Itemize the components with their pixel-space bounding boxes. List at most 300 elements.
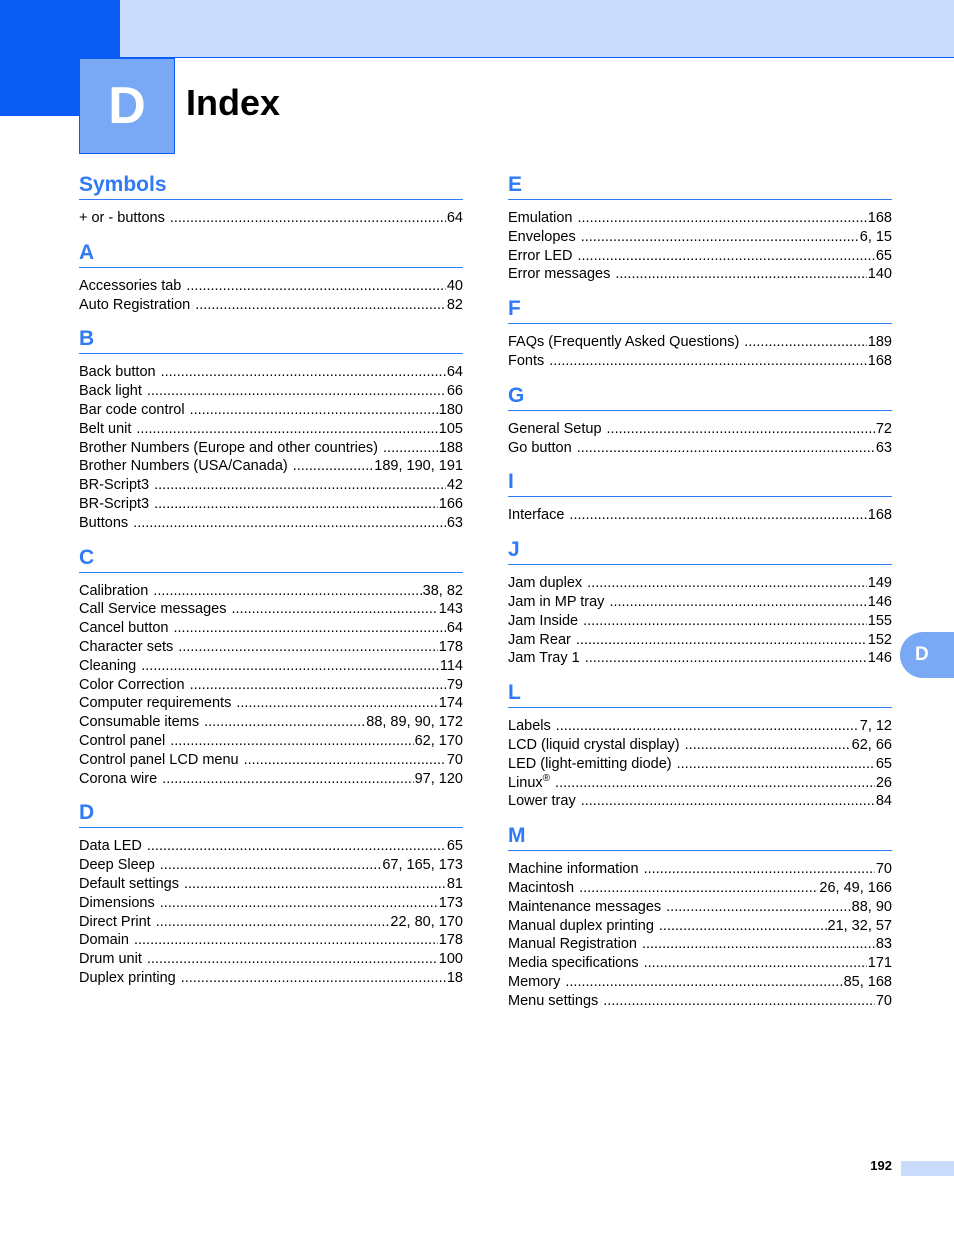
entry-term [508, 917, 659, 936]
index-entry [508, 992, 892, 1011]
dot-leader [615, 265, 866, 284]
dot-leader [581, 228, 859, 247]
dot-leader [585, 649, 867, 668]
index-entry [508, 717, 892, 736]
entry-pages: 168 [867, 352, 892, 369]
index-entry [508, 612, 892, 631]
entry-list [508, 708, 892, 821]
index-entry [79, 969, 463, 988]
chapter-letter-box: D [79, 58, 175, 154]
index-entry [79, 837, 463, 856]
dot-leader [244, 751, 446, 770]
index-entry [79, 600, 463, 619]
entry-term-text: Memory [508, 973, 561, 990]
index-entry [79, 514, 463, 533]
entry-term [79, 638, 178, 657]
dot-leader [154, 476, 446, 495]
entry-pages: 155 [867, 612, 892, 629]
dot-leader [583, 612, 867, 631]
dot-leader [569, 506, 866, 525]
entry-term-text: Jam in MP tray [508, 593, 605, 610]
entry-list [508, 851, 892, 1020]
index-entry [508, 879, 892, 898]
entry-pages: 146 [867, 593, 892, 610]
entry-pages: 26, 49, 166 [819, 879, 892, 896]
entry-pages: 64 [446, 364, 463, 381]
dot-leader [577, 209, 866, 228]
entry-term-text: Data LED [79, 838, 142, 855]
entry-pages: 189, 190, 191 [374, 458, 463, 475]
entry-term-text: Auto Registration [79, 296, 191, 313]
entry-pages: 65 [875, 247, 892, 264]
entry-term-text: Envelopes [508, 228, 576, 245]
dot-leader [677, 755, 875, 774]
dot-leader [147, 837, 446, 856]
entry-term-text: Color Correction [79, 676, 185, 693]
dot-leader [141, 657, 439, 676]
entry-term-text: Error LED [508, 247, 573, 264]
index-section [508, 381, 892, 468]
entry-pages: 18 [446, 969, 463, 986]
entry-pages: 70 [446, 751, 463, 768]
entry-term-text: Duplex printing [79, 969, 176, 986]
index-section [508, 821, 892, 1020]
entry-term [79, 420, 136, 439]
index-entry [508, 973, 892, 992]
index-entry [508, 247, 892, 266]
entry-term-text: Dimensions [79, 894, 155, 911]
entry-term [508, 631, 576, 650]
header-band [120, 0, 954, 58]
entry-pages: 178 [438, 932, 463, 949]
index-entry [79, 856, 463, 875]
entry-list [508, 200, 892, 294]
entry-pages: 82 [446, 296, 463, 313]
entry-pages: 64 [446, 620, 463, 637]
entry-pages: 146 [867, 650, 892, 667]
entry-term-text: Direct Print [79, 913, 151, 930]
entry-term-text: Labels [508, 718, 551, 735]
dot-leader [293, 457, 374, 476]
index-entry [508, 265, 892, 284]
dot-leader [577, 439, 875, 458]
entry-list [79, 573, 463, 799]
entry-term [508, 612, 583, 631]
entry-term [79, 401, 190, 420]
entry-term-text: LED (light-emitting diode) [508, 755, 672, 772]
entry-term [79, 495, 154, 514]
entry-pages: 178 [438, 638, 463, 655]
entry-term-text: Maintenance messages [508, 898, 662, 915]
entry-pages: 62, 170 [414, 732, 463, 749]
entry-term [79, 209, 170, 228]
entry-term-text: Default settings [79, 875, 179, 892]
entry-term [79, 476, 154, 495]
page-title: Index [186, 82, 281, 123]
entry-term-text: Cancel button [79, 620, 169, 637]
dot-leader [161, 363, 446, 382]
entry-pages: 42 [446, 477, 463, 494]
entry-term-text: BR-Script3 [79, 495, 150, 512]
dot-leader [556, 717, 859, 736]
entry-pages: 38, 82 [422, 582, 463, 599]
entry-pages: 171 [867, 955, 892, 972]
entry-term-text: Media specifications [508, 955, 639, 972]
index-entry [508, 333, 892, 352]
index-entry [79, 401, 463, 420]
entry-pages: 81 [446, 875, 463, 892]
entry-term [79, 837, 147, 856]
entry-term [508, 736, 685, 755]
entry-term-text: General Setup [508, 420, 602, 437]
index-entry [508, 352, 892, 371]
entry-pages: 65 [875, 755, 892, 772]
entry-term-text: Accessories tab [79, 277, 182, 294]
entry-term-text: BR-Script3 [79, 477, 150, 494]
dot-leader [173, 619, 445, 638]
entry-term [79, 894, 160, 913]
entry-term [79, 751, 244, 770]
dot-leader [659, 917, 827, 936]
entry-term [508, 992, 603, 1011]
index-entry [508, 774, 892, 793]
entry-term [508, 574, 587, 593]
section-heading: G [508, 381, 892, 411]
index-section [79, 170, 463, 238]
entry-term-text: + or - buttons [79, 210, 165, 226]
index-entry [79, 476, 463, 495]
index-section [508, 678, 892, 821]
entry-term [79, 770, 162, 789]
section-heading: A [79, 238, 463, 268]
entry-term-text: Bar code control [79, 401, 185, 418]
dot-leader [607, 420, 875, 439]
entry-term-text: LCD (liquid crystal display) [508, 736, 680, 753]
entry-pages: 7, 12 [859, 718, 892, 735]
entry-term [508, 420, 607, 439]
entry-term [508, 898, 666, 917]
entry-pages: 72 [875, 420, 892, 437]
index-entry [79, 931, 463, 950]
dot-leader [236, 694, 437, 713]
entry-pages: 168 [867, 507, 892, 524]
dot-leader [147, 382, 446, 401]
entry-term [79, 875, 184, 894]
entry-pages: 180 [438, 401, 463, 418]
entry-term [508, 860, 644, 879]
index-entry [508, 649, 892, 668]
entry-term [508, 247, 577, 266]
entry-term [508, 717, 556, 736]
section-heading: F [508, 294, 892, 324]
section-heading: C [79, 543, 463, 573]
entry-term [79, 382, 147, 401]
entry-term-text: Machine information [508, 861, 639, 878]
index-entry [79, 638, 463, 657]
dot-leader [609, 593, 866, 612]
dot-leader [136, 420, 437, 439]
dot-leader [170, 732, 413, 751]
entry-pages: 26 [875, 774, 892, 791]
entry-pages: 70 [875, 992, 892, 1009]
entry-list [79, 200, 463, 238]
section-heading: I [508, 467, 892, 497]
dot-leader [156, 913, 390, 932]
entry-term [508, 935, 642, 954]
index-entry [508, 898, 892, 917]
entry-term-text: Linux [508, 774, 543, 791]
dot-leader [170, 209, 446, 228]
entry-term [79, 582, 153, 601]
index-entry [79, 363, 463, 382]
index-entry [508, 574, 892, 593]
section-heading: D [79, 798, 463, 828]
index-section [508, 535, 892, 678]
entry-term [79, 732, 170, 751]
entry-term-text: Error messages [508, 266, 611, 283]
index-entry [508, 935, 892, 954]
entry-term [508, 973, 565, 992]
entry-term [508, 209, 577, 228]
entry-term-text: Go button [508, 439, 572, 456]
entry-term [508, 954, 644, 973]
index-entry [79, 657, 463, 676]
index-section [508, 294, 892, 381]
entry-pages: 21, 32, 57 [827, 917, 892, 934]
entry-term-text: Manual Registration [508, 936, 637, 953]
entry-pages: 40 [446, 277, 463, 294]
section-heading: J [508, 535, 892, 565]
index-section [79, 238, 463, 325]
index-entry [79, 457, 463, 476]
entry-term-text: Back light [79, 383, 142, 400]
entry-term [79, 619, 173, 638]
index-entry [79, 439, 463, 458]
entry-term [508, 506, 569, 525]
entry-term [79, 457, 293, 476]
dot-leader [154, 495, 438, 514]
dot-leader [133, 514, 446, 533]
section-heading: Symbols [79, 170, 463, 200]
registered-mark: ® [542, 772, 551, 784]
index-entry [79, 950, 463, 969]
dot-leader [186, 277, 446, 296]
entry-term-text: Lower tray [508, 793, 576, 810]
dot-leader [666, 898, 851, 917]
index-entry [79, 495, 463, 514]
index-entry [508, 439, 892, 458]
index-column-left [79, 170, 463, 998]
entry-term [79, 657, 141, 676]
entry-term [79, 950, 147, 969]
entry-term [79, 600, 231, 619]
dot-leader [383, 439, 438, 458]
index-section [508, 170, 892, 294]
entry-term-text: Brother Numbers (USA/Canada) [79, 458, 288, 475]
entry-pages: 188 [438, 439, 463, 456]
entry-pages: 67, 165, 173 [382, 857, 463, 874]
dot-leader [147, 950, 438, 969]
dot-leader [549, 352, 867, 371]
entry-term-text: Macintosh [508, 879, 575, 896]
dot-leader [184, 875, 446, 894]
entry-pages: 173 [438, 894, 463, 911]
entry-pages: 97, 120 [414, 770, 463, 787]
section-heading: B [79, 324, 463, 354]
entry-pages: 22, 80, 170 [390, 913, 463, 930]
entry-pages: 84 [875, 793, 892, 810]
dot-leader [195, 296, 446, 315]
entry-term-text: Emulation [508, 210, 573, 226]
index-entry [79, 420, 463, 439]
dot-leader [576, 631, 867, 650]
section-heading: M [508, 821, 892, 851]
entry-term [508, 755, 677, 774]
index-entry [79, 582, 463, 601]
entry-term-text: Control panel LCD menu [79, 751, 239, 768]
entry-term [508, 352, 549, 371]
index-section [79, 798, 463, 997]
entry-term [508, 228, 581, 247]
entry-pages: 85, 168 [843, 973, 892, 990]
entry-term [508, 439, 577, 458]
index-entry [508, 860, 892, 879]
entry-term-text: Manual duplex printing [508, 917, 654, 934]
entry-pages: 65 [446, 838, 463, 855]
entry-pages: 140 [867, 266, 892, 283]
entry-term-text: Consumable items [79, 714, 200, 731]
entry-pages: 70 [875, 861, 892, 878]
index-entry [79, 296, 463, 315]
entry-term-text: Belt unit [79, 420, 132, 437]
entry-term-text: Fonts [508, 352, 545, 369]
dot-leader [134, 931, 438, 950]
entry-term [79, 676, 190, 695]
entry-pages: 168 [867, 210, 892, 226]
entry-pages: 79 [446, 676, 463, 693]
dot-leader [577, 247, 874, 266]
index-entry [79, 277, 463, 296]
dot-leader [565, 973, 842, 992]
index-entry [508, 755, 892, 774]
index-entry [508, 228, 892, 247]
dot-leader [644, 954, 867, 973]
entry-list [79, 354, 463, 542]
index-entry [79, 732, 463, 751]
dot-leader [579, 879, 818, 898]
dot-leader [555, 774, 875, 793]
index-entry [79, 694, 463, 713]
index-entry [79, 894, 463, 913]
index-entry [79, 751, 463, 770]
entry-term [79, 439, 383, 458]
entry-term-text: Jam Tray 1 [508, 650, 580, 667]
entry-pages: 66 [446, 383, 463, 400]
entry-pages: 88, 89, 90, 172 [366, 714, 463, 731]
entry-term-text: Jam Inside [508, 612, 579, 629]
entry-term [79, 713, 204, 732]
page-number-tab [901, 1161, 954, 1176]
dot-leader [744, 333, 867, 352]
dot-leader [231, 600, 437, 619]
entry-term [508, 879, 579, 898]
entry-term [79, 931, 134, 950]
entry-list [508, 497, 892, 535]
entry-term-text: Control panel [79, 732, 166, 749]
index-entry [508, 420, 892, 439]
dot-leader [587, 574, 867, 593]
entry-term-text: Calibration [79, 582, 149, 599]
entry-pages: 83 [875, 936, 892, 953]
dot-leader [160, 894, 438, 913]
page-number: 192 [870, 1158, 892, 1173]
entry-term-text: Back button [79, 364, 156, 381]
dot-leader [178, 638, 438, 657]
dot-leader [162, 770, 413, 789]
entry-term-text: Interface [508, 507, 565, 524]
entry-pages: 114 [439, 657, 463, 674]
entry-pages: 166 [438, 495, 463, 512]
dot-leader [181, 969, 446, 988]
chapter-side-tab: D [900, 632, 954, 678]
entry-term-text: Jam duplex [508, 575, 583, 592]
dot-leader [190, 676, 446, 695]
index-section [79, 543, 463, 799]
index-entry [508, 506, 892, 525]
entry-term [79, 856, 160, 875]
dot-leader [204, 713, 365, 732]
header-rule [120, 57, 954, 58]
entry-term [508, 333, 744, 352]
entry-term-text: Jam Rear [508, 631, 571, 648]
entry-list [508, 411, 892, 468]
entry-term [508, 265, 615, 284]
entry-term [508, 774, 555, 793]
entry-pages: 105 [438, 420, 463, 437]
entry-pages: 63 [875, 439, 892, 456]
entry-term [79, 296, 195, 315]
entry-pages: 64 [446, 210, 463, 226]
index-entry [79, 913, 463, 932]
index-entry [508, 209, 892, 228]
entry-pages: 174 [438, 695, 463, 712]
entry-term-text: Character sets [79, 638, 174, 655]
index-column-right [508, 170, 892, 1021]
index-entry [79, 382, 463, 401]
index-entry [508, 792, 892, 811]
entry-term [79, 514, 133, 533]
entry-pages: 143 [438, 601, 463, 618]
entry-term [508, 649, 585, 668]
entry-term [79, 913, 156, 932]
entry-term [79, 694, 236, 713]
dot-leader [644, 860, 875, 879]
index-entry [79, 713, 463, 732]
entry-list [508, 565, 892, 678]
entry-pages: 62, 66 [851, 736, 892, 753]
index-entry [79, 875, 463, 894]
entry-term-text: FAQs (Frequently Asked Questions) [508, 334, 740, 351]
entry-term-text: Domain [79, 932, 129, 949]
dot-leader [160, 856, 382, 875]
index-entry [79, 209, 463, 228]
index-entry [508, 954, 892, 973]
section-heading: L [508, 678, 892, 708]
dot-leader [581, 792, 875, 811]
entry-list [79, 268, 463, 325]
index-entry [79, 676, 463, 695]
entry-term [79, 969, 181, 988]
